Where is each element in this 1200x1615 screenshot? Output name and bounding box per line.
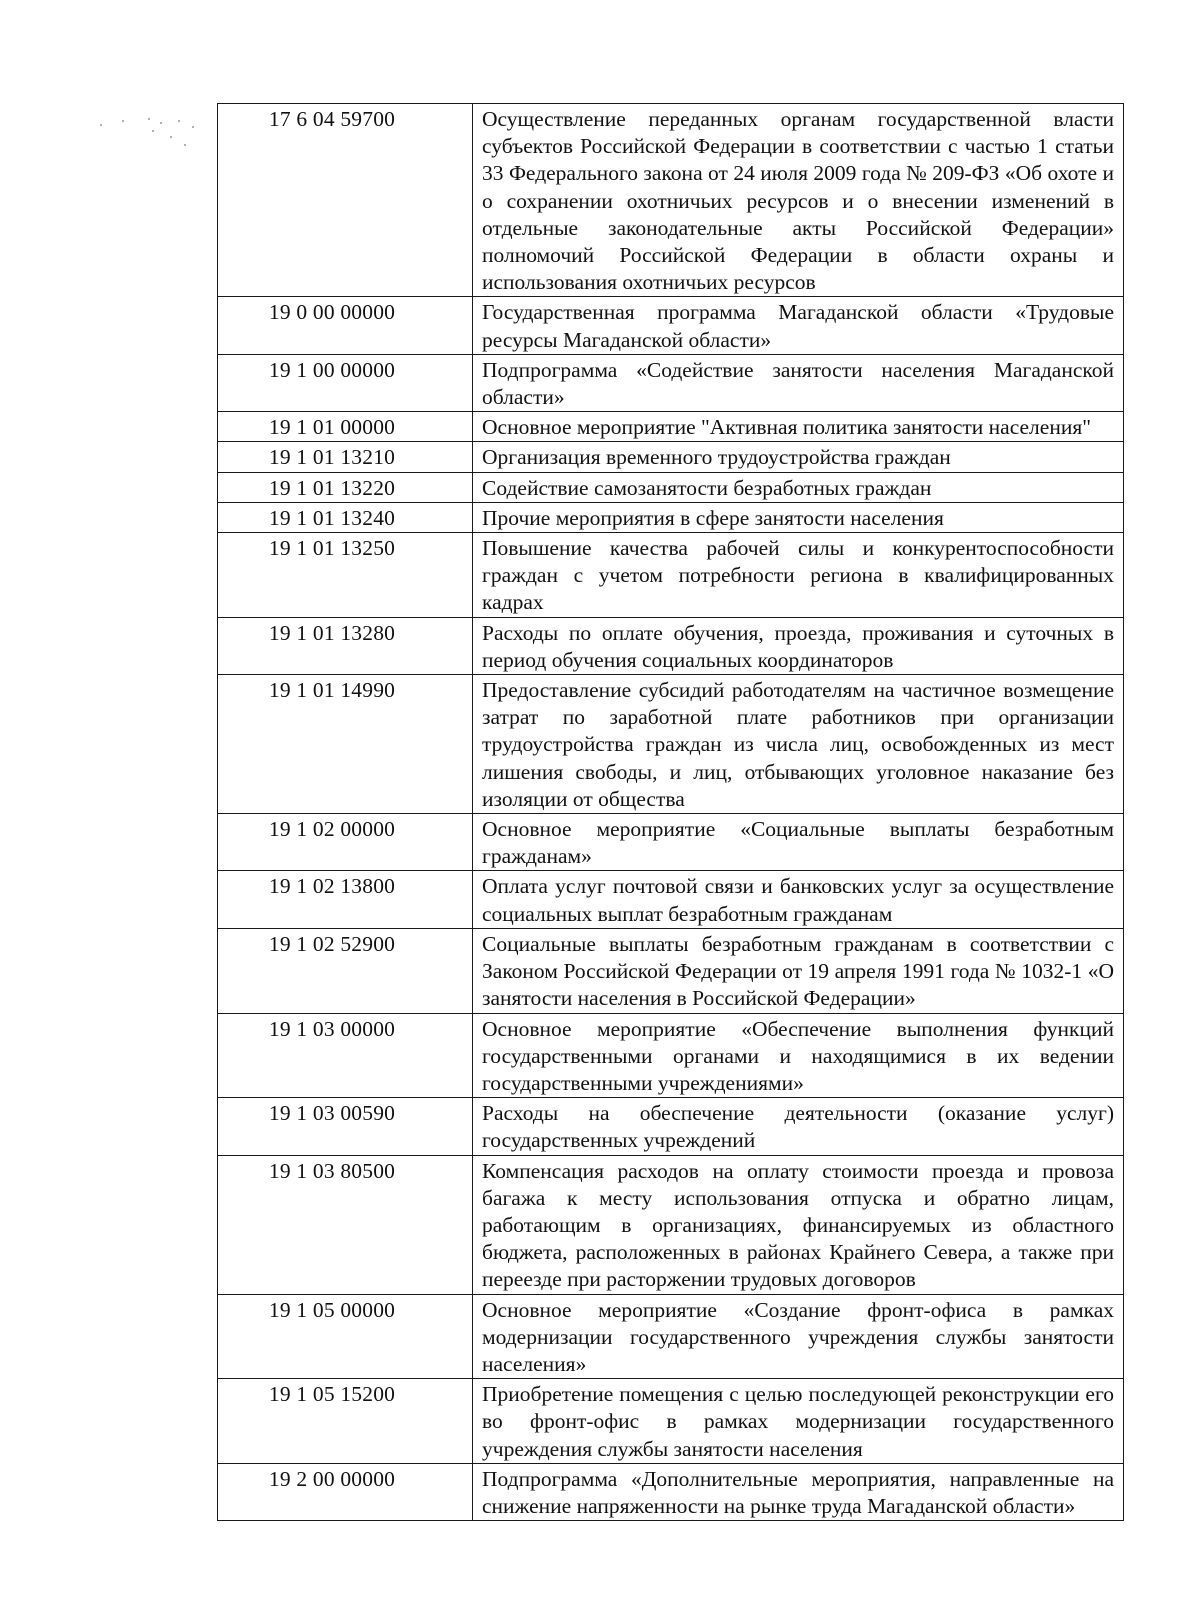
classification-code: 19 2 00 00000 — [218, 1463, 473, 1520]
classification-code: 19 1 01 13220 — [218, 472, 473, 502]
table-row — [218, 442, 1124, 472]
table-row — [218, 675, 1124, 814]
table-row — [218, 871, 1124, 928]
classification-code: 19 1 01 14990 — [218, 675, 473, 814]
table-row — [218, 1379, 1124, 1464]
classification-code: 19 0 00 00000 — [218, 297, 473, 354]
table-row — [218, 104, 1124, 297]
expenditure-description: Основное мероприятие «Обеспечение выполнения функций государственными органами и находящимися в их ведении государственными учреждениями» — [473, 1013, 1124, 1098]
table-row — [218, 1294, 1124, 1379]
table-row — [218, 533, 1124, 618]
expenditure-description: Подпрограмма «Дополнительные мероприятия, направленные на снижение напряженности на рынке труда Магаданской области» — [473, 1463, 1124, 1520]
expenditure-description: Содействие самозанятости безработных граждан — [473, 472, 1124, 502]
classification-code: 19 1 03 00590 — [218, 1098, 473, 1155]
expenditure-description: Оплата услуг почтовой связи и банковских услуг за осуществление социальных выплат безработным гражданам — [473, 871, 1124, 928]
expenditure-description: Осуществление переданных органам государственной власти субъектов Российской Федерации в соответствии с частью 1 статьи 33 Федерального закона от 24 июля 2009 года № 209-ФЗ «Об охоте и о сохранении охотничьих ресурсов и о внесении изменений в отдельные законодательные акты Российской Федерации» полномочий Российской Федерации в области охраны и использования охотничьих ресурсов — [473, 104, 1124, 297]
budget-code-table — [217, 103, 1124, 1521]
table-row — [218, 928, 1124, 1013]
expenditure-description: Приобретение помещения с целью последующей реконструкции его во фронт-офис в рамках модернизации государственного учреждения службы занятости населения — [473, 1379, 1124, 1464]
expenditure-description: Повышение качества рабочей силы и конкурентоспособности граждан с учетом потребности региона в квалифицированных кадрах — [473, 533, 1124, 618]
table-row — [218, 354, 1124, 411]
classification-code: 19 1 02 13800 — [218, 871, 473, 928]
classification-code: 19 1 01 00000 — [218, 412, 473, 442]
classification-code: 19 1 03 80500 — [218, 1155, 473, 1294]
table-row — [218, 1463, 1124, 1520]
table-row — [218, 1155, 1124, 1294]
classification-code: 19 1 03 00000 — [218, 1013, 473, 1098]
classification-code: 19 1 01 13240 — [218, 502, 473, 532]
expenditure-description: Расходы на обеспечение деятельности (оказание услуг) государственных учреждений — [473, 1098, 1124, 1155]
classification-code: 19 1 00 00000 — [218, 354, 473, 411]
expenditure-description: Социальные выплаты безработным гражданам в соответствии с Законом Российской Федерации от 19 апреля 1991 года № 1032-1 «О занятости населения в Российской Федерации» — [473, 928, 1124, 1013]
expenditure-description: Основное мероприятие «Социальные выплаты безработным гражданам» — [473, 814, 1124, 871]
expenditure-description: Основное мероприятие "Активная политика занятости населения" — [473, 412, 1124, 442]
classification-code: 19 1 05 15200 — [218, 1379, 473, 1464]
expenditure-description: Подпрограмма «Содействие занятости населения Магаданской области» — [473, 354, 1124, 411]
table-row — [218, 472, 1124, 502]
expenditure-description: Основное мероприятие «Создание фронт-офиса в рамках модернизации государственного учреждения службы занятости населения» — [473, 1294, 1124, 1379]
table-row — [218, 412, 1124, 442]
table-row — [218, 1013, 1124, 1098]
classification-code: 19 1 01 13280 — [218, 617, 473, 674]
expenditure-description: Предоставление субсидий работодателям на частичное возмещение затрат по заработной плате работников при организации трудоустройства граждан из числа лиц, освобожденных из мест лишения свободы, и лиц, отбывающих уголовное наказание без изоляции от общества — [473, 675, 1124, 814]
table-row — [218, 297, 1124, 354]
table-row — [218, 814, 1124, 871]
classification-code: 19 1 02 52900 — [218, 928, 473, 1013]
expenditure-description: Государственная программа Магаданской области «Трудовые ресурсы Магаданской области» — [473, 297, 1124, 354]
classification-code: 17 6 04 59700 — [218, 104, 473, 297]
table-body — [218, 104, 1124, 1521]
table-row — [218, 1098, 1124, 1155]
expenditure-description: Компенсация расходов на оплату стоимости проезда и провоза багажа к месту использования отпуска и обратно лицам, работающим в организациях, финансируемых из областного бюджета, расположенных в районах Крайнего Севера, а также при переезде при расторжении трудовых договоров — [473, 1155, 1124, 1294]
scan-specks — [100, 118, 210, 158]
expenditure-description: Организация временного трудоустройства граждан — [473, 442, 1124, 472]
expenditure-description: Расходы по оплате обучения, проезда, проживания и суточных в период обучения социальных координаторов — [473, 617, 1124, 674]
classification-code: 19 1 01 13250 — [218, 533, 473, 618]
table-row — [218, 617, 1124, 674]
table-row — [218, 502, 1124, 532]
classification-code: 19 1 02 00000 — [218, 814, 473, 871]
classification-code: 19 1 01 13210 — [218, 442, 473, 472]
classification-code: 19 1 05 00000 — [218, 1294, 473, 1379]
expenditure-description: Прочие мероприятия в сфере занятости населения — [473, 502, 1124, 532]
